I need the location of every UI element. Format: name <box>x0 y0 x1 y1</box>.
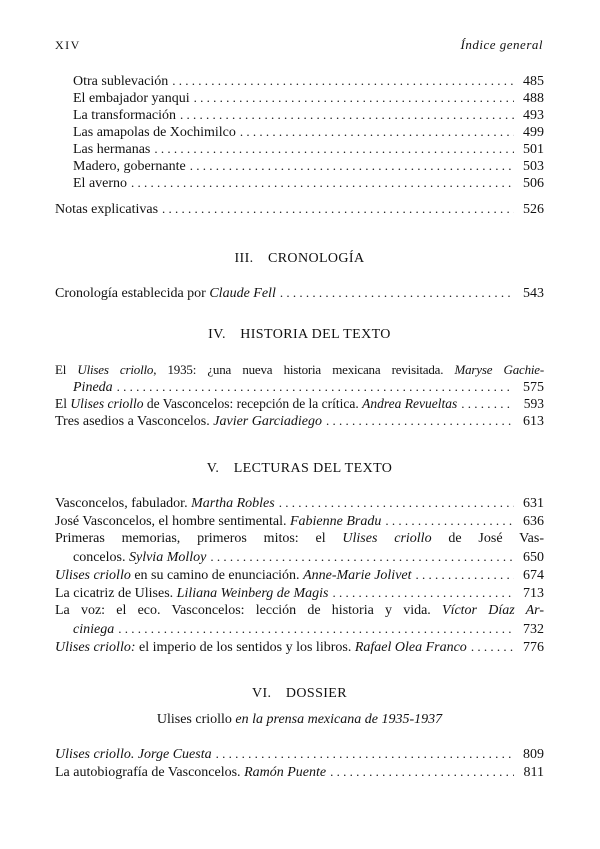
entry-page: 543 <box>523 286 544 301</box>
entry-title: Notas explicativas <box>55 202 159 217</box>
entry-author: Ramón Puente <box>244 765 327 780</box>
entry-page: 506 <box>523 176 544 191</box>
entry-title: Las hermanas <box>73 142 151 157</box>
dot-leader <box>154 140 514 157</box>
toc-entry <box>55 763 544 780</box>
entry-text: La cicatriz de Ulises. <box>55 586 177 601</box>
entry-title: Madero, gobernante <box>73 159 186 174</box>
entry-title <box>55 639 467 656</box>
dot-leader <box>326 412 514 429</box>
entry-page: 499 <box>523 125 544 140</box>
entry-text: La autobiografía de Vasconcelos. <box>55 765 245 780</box>
running-title: Índice general <box>460 37 543 52</box>
entry-page: 674 <box>523 568 544 583</box>
toc-entry-notas <box>55 200 544 217</box>
entry-title <box>55 395 457 412</box>
entry-author: Liliana Weinberg de Magis <box>176 586 329 601</box>
section-heading: VI. DOSSIER <box>251 686 348 701</box>
entry-text: José Vasconcelos, el hombre sentimental. <box>55 514 290 529</box>
entry-text: La voz: el eco. Vasconcelos: lección de historia y vida. <box>55 603 443 618</box>
dot-leader <box>385 512 514 529</box>
entry-page: 593 <box>523 396 544 411</box>
entry-text: de Vasconcelos: recepción de la crítica. <box>143 396 363 411</box>
toc-entry <box>73 106 544 123</box>
dot-leader <box>471 638 514 655</box>
section-heading: III. CRONOLOGÍA <box>234 251 365 266</box>
toc-entry <box>55 638 544 655</box>
dot-leader <box>162 200 514 217</box>
dot-leader <box>279 494 514 511</box>
entry-title <box>55 495 275 512</box>
section-heading: V. LECTURAS DEL TEXTO <box>206 461 393 476</box>
entry-title: El averno <box>73 176 128 191</box>
entry-italic: Ulises criollo <box>70 396 144 411</box>
entry-page: 488 <box>523 91 544 106</box>
toc-entry <box>73 174 544 191</box>
entry-title: El embajador yanqui <box>73 91 190 106</box>
entry-title <box>55 513 381 530</box>
entry-text: El <box>55 362 78 377</box>
entry-text: Tres asedios a Vasconcelos. <box>55 414 214 429</box>
entry-page: 501 <box>523 142 544 157</box>
entry-title <box>73 549 206 566</box>
toc-entry <box>73 157 544 174</box>
entry-author: Martha Robles <box>191 496 275 511</box>
toc-entry <box>55 494 544 511</box>
toc-entry <box>55 412 544 429</box>
entry-text: concelos. <box>73 550 129 565</box>
entry-page: 650 <box>523 550 544 565</box>
dot-leader <box>210 548 514 565</box>
subhead-text: Ulises criollo <box>156 712 232 727</box>
toc-entry <box>55 395 544 412</box>
dot-leader <box>172 72 514 89</box>
toc-entry <box>55 745 544 762</box>
entry-page: 713 <box>523 586 544 601</box>
entry-title <box>55 764 326 781</box>
toc-entry <box>55 584 544 601</box>
toc-entry <box>55 566 544 583</box>
toc-entry-line2 <box>73 548 544 565</box>
entry-text: de José Vas- <box>431 531 544 546</box>
entry-page: 613 <box>523 414 544 429</box>
entry-page: 811 <box>523 765 544 780</box>
entry-title <box>55 285 276 302</box>
entry-author: Pineda <box>73 380 113 395</box>
dot-leader <box>240 123 514 140</box>
entry-italic: Ulises criollo <box>77 362 154 377</box>
entry-page: 485 <box>523 74 544 89</box>
entry-author: Javier Garciadiego <box>213 414 322 429</box>
entry-page: 503 <box>523 159 544 174</box>
entry-title <box>55 585 328 602</box>
entry-title: Ulises criollo. Jorge Cuesta <box>55 747 212 762</box>
entry-text: El <box>55 396 71 411</box>
entry-author: Víctor Díaz Ar- <box>442 603 544 618</box>
toc-entry <box>73 89 544 106</box>
entry-author: Sylvia Molloy <box>128 550 207 565</box>
dot-leader <box>216 745 514 762</box>
entry-text: el imperio de los sentidos y los libros. <box>135 640 355 655</box>
section-heading: IV. HISTORIA DEL TEXTO <box>208 327 391 342</box>
entry-page: 636 <box>523 514 544 529</box>
toc-entry <box>55 284 544 301</box>
entry-author: Andrea Revueltas <box>362 396 458 411</box>
entry-text: en su camino de enunciación. <box>130 568 304 583</box>
entry-author: Maryse Gachie- <box>454 362 544 377</box>
entry-page: 575 <box>523 380 544 395</box>
subhead-italic: en la prensa mexicana de 1935-1937 <box>231 712 443 727</box>
toc-entry <box>55 512 544 529</box>
toc-entry-line1 <box>55 361 544 378</box>
section-subheading <box>55 711 544 728</box>
dot-leader <box>131 174 514 191</box>
dot-leader <box>118 620 514 637</box>
page-folio: XIV <box>55 38 81 52</box>
entry-page: 631 <box>523 496 544 511</box>
dot-leader <box>461 395 514 412</box>
dot-leader <box>280 284 514 301</box>
entry-text: Vasconcelos, fabulador. <box>55 496 192 511</box>
toc-entry-line1 <box>55 602 544 619</box>
entry-title: Otra sublevación <box>73 74 169 89</box>
dot-leader <box>194 89 514 106</box>
entry-page: 732 <box>523 622 544 637</box>
toc-entry <box>73 72 544 89</box>
entry-page: 526 <box>523 202 544 217</box>
dot-leader <box>332 584 514 601</box>
entry-italic: Ulises criollo: <box>55 640 136 655</box>
toc-entry <box>73 140 544 157</box>
entry-title <box>55 413 322 430</box>
dot-leader <box>416 566 514 583</box>
entry-page: 493 <box>523 108 544 123</box>
entry-text: Cronología establecida por <box>55 286 210 301</box>
entry-author: Rafael Olea Franco <box>354 640 467 655</box>
dot-leader <box>330 763 514 780</box>
running-head <box>55 37 543 53</box>
entry-title <box>55 567 412 584</box>
entry-title: Las amapolas de Xochimilco <box>73 125 236 140</box>
toc-entry-line1 <box>55 530 544 547</box>
dot-leader <box>190 157 514 174</box>
toc-entry <box>73 123 544 140</box>
dot-leader <box>180 106 514 123</box>
entry-page: 776 <box>523 640 544 655</box>
entry-italic: Ulises criollo <box>55 568 131 583</box>
entry-text: , 1935: ¿una nueva historia mexicana revisitada. <box>153 362 455 377</box>
entry-italic: Ulises criollo <box>342 531 432 546</box>
entry-author: Fabienne Bradu <box>289 514 382 529</box>
entry-author: Claude Fell <box>209 286 276 301</box>
toc-entry-line2 <box>73 378 544 395</box>
entry-author: Anne-Marie Jolivet <box>303 568 412 583</box>
dot-leader <box>117 378 514 395</box>
toc-entry-line2 <box>73 620 544 637</box>
entry-title: La transformación <box>73 108 177 123</box>
entry-page: 809 <box>523 747 544 762</box>
entry-author: ciniega <box>73 622 115 637</box>
entry-text: Primeras memorias, primeros mitos: el <box>55 531 343 546</box>
